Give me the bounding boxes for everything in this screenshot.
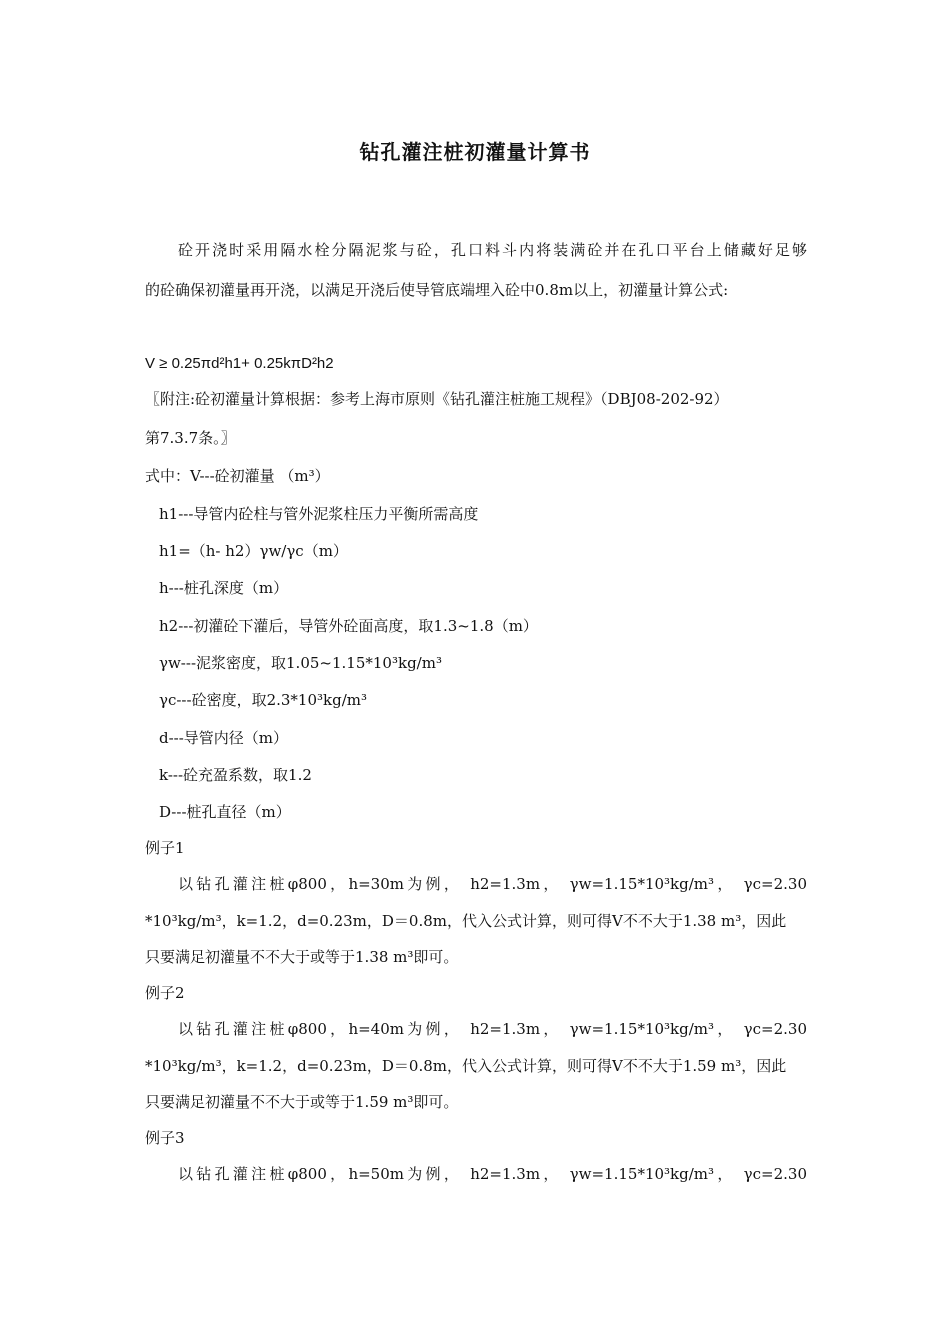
- document-title: 钻孔灌注桩初灌量计算书: [359, 140, 591, 164]
- definition-item: γc---砼密度，取2.3*10³kg/m³: [159, 691, 368, 709]
- example-3-heading: 例子3: [145, 1129, 185, 1147]
- note-line-2: 第7.3.7条。〗: [145, 429, 236, 447]
- example-1-line-2: *10³kg/m³，k=1.2，d=0.23m，D＝0.8m，代入公式计算，则可得V不不大于1.38 m³，因此: [145, 912, 787, 930]
- example-2-heading: 例子2: [145, 984, 185, 1002]
- definitions-head: 式中：V---砼初灌量 （m³）: [145, 467, 330, 485]
- definition-item: d---导管内径（m）: [159, 729, 289, 747]
- example-3-line-1: 以钻孔灌注桩φ800，h=50m为例， h2=1.3m， γw=1.15*10³kg/m³， γc=2.30: [178, 1165, 807, 1183]
- formula: V ≥ 0.25πd²h1+ 0.25kπD²h2: [145, 355, 334, 372]
- definition-item: h2---初灌砼下灌后，导管外砼面高度，取1.3~1.8（m）: [159, 617, 538, 635]
- example-1-heading: 例子1: [145, 839, 185, 857]
- example-1-line-3: 只要满足初灌量不不大于或等于1.38 m³即可。: [145, 948, 459, 966]
- definition-item: k---砼充盈系数，取1.2: [159, 766, 312, 784]
- example-1-line-1: 以钻孔灌注桩φ800，h=30m为例， h2=1.3m， γw=1.15*10³kg/m³， γc=2.30: [178, 875, 807, 893]
- definition-item: h1---导管内砼柱与管外泥浆柱压力平衡所需高度: [159, 505, 479, 523]
- note-line-1: 〖附注:砼初灌量计算根据：参考上海市原则《钻孔灌注桩施工规程》（DBJ08-202-92）: [145, 390, 729, 408]
- definition-item: γw---泥浆密度，取1.05~1.15*10³kg/m³: [159, 654, 442, 672]
- example-2-line-2: *10³kg/m³，k=1.2，d=0.23m，D＝0.8m，代入公式计算，则可得V不不大于1.59 m³，因此: [145, 1057, 787, 1075]
- definition-item: h---桩孔深度（m）: [159, 579, 289, 597]
- example-2-line-1: 以钻孔灌注桩φ800，h=40m为例， h2=1.3m， γw=1.15*10³kg/m³， γc=2.30: [178, 1020, 807, 1038]
- intro-line-1: 砼开浇时采用隔水栓分隔泥浆与砼，孔口料斗内将装满砼并在孔口平台上储藏好足够: [178, 241, 807, 259]
- intro-line-2: 的砼确保初灌量再开浇，以满足开浇后使导管底端埋入砼中0.8m以上，初灌量计算公式:: [145, 281, 729, 299]
- example-2-line-3: 只要满足初灌量不不大于或等于1.59 m³即可。: [145, 1093, 459, 1111]
- definition-item: h1=（h- h2）γw/γc（m）: [159, 542, 348, 560]
- definition-item: D---桩孔直径（m）: [159, 803, 291, 821]
